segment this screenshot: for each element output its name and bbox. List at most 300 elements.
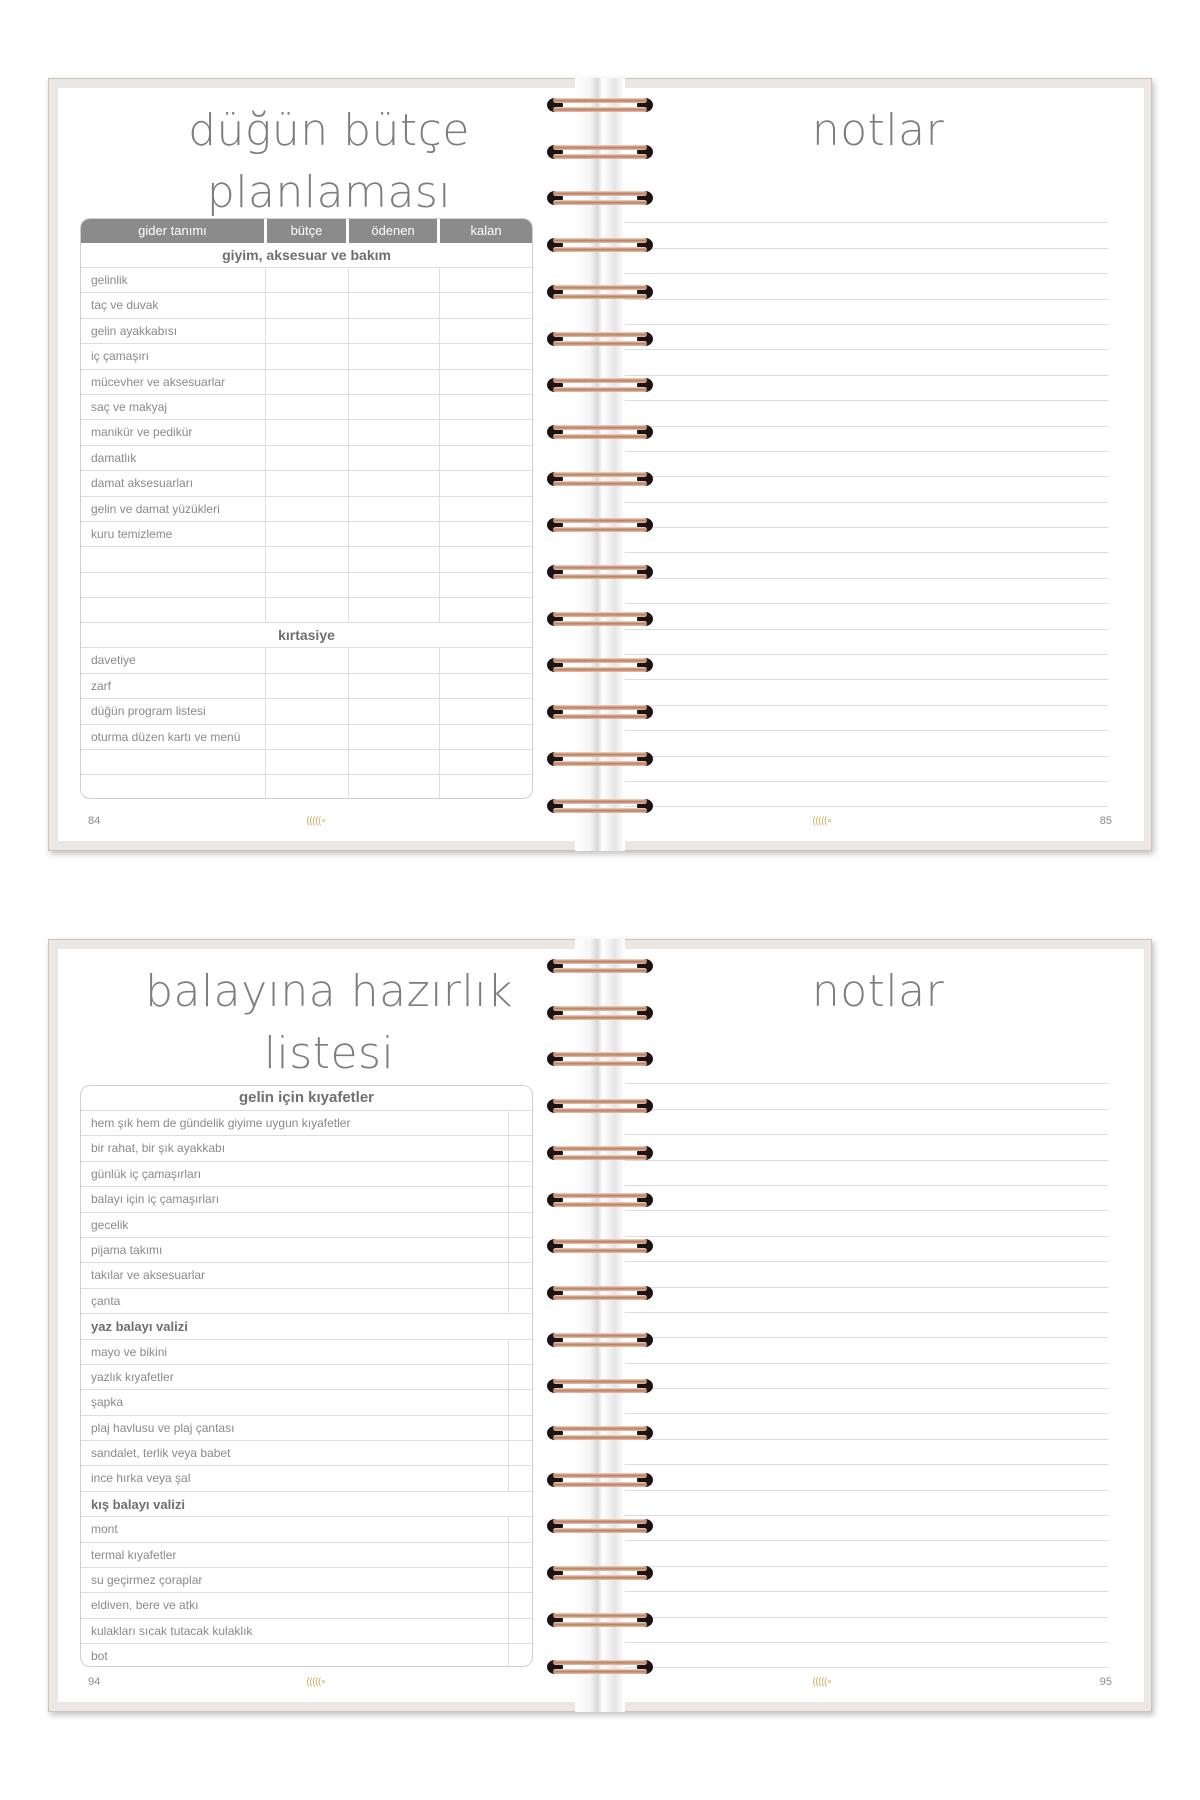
budget-cell[interactable] [266,268,349,292]
note-line[interactable] [612,782,1108,807]
note-line[interactable] [612,1262,1108,1287]
budget-cell[interactable] [266,648,349,672]
remaining-cell[interactable] [440,674,532,698]
note-line[interactable] [612,1541,1108,1566]
spiral-coil-icon [545,328,655,350]
spiral-coil-icon [545,795,655,817]
note-line[interactable] [612,1084,1108,1109]
checkbox[interactable] [508,1162,532,1186]
wire [553,621,647,626]
item-label: kulakları sıcak tutacak kulaklık [91,1623,253,1638]
note-line[interactable] [612,680,1108,705]
budget-cell[interactable] [266,344,349,368]
budget-cell[interactable] [266,395,349,419]
list-item [81,1365,532,1390]
checkbox[interactable] [508,1187,532,1211]
note-line[interactable] [612,1110,1108,1135]
checkbox[interactable] [508,1441,532,1465]
note-line[interactable] [612,1135,1108,1160]
note-line[interactable] [612,300,1108,325]
remaining-cell[interactable] [440,293,532,317]
budget-cell[interactable] [266,547,349,571]
note-line[interactable] [612,325,1108,350]
item-label: çanta [91,1293,121,1308]
list-item [81,1466,532,1491]
spiral-coil-icon [545,1656,655,1678]
budget-cell[interactable] [266,293,349,317]
wire [553,1575,647,1580]
wire [553,1669,647,1674]
list-item [81,1441,532,1466]
paid-cell[interactable] [349,699,441,723]
remaining-cell[interactable] [440,573,532,597]
wire [553,1202,647,1207]
remaining-cell[interactable] [440,395,532,419]
list-item [81,1187,532,1212]
honeymoon-checklist [80,1085,533,1667]
wire [553,1426,647,1431]
page-number: 85 [1099,815,1112,827]
spacer [508,1492,532,1516]
spiral-coil-icon [545,1048,655,1070]
checkbox[interactable] [508,1289,532,1313]
list-item [81,1593,532,1618]
remaining-cell[interactable] [440,547,532,571]
spiral-coil-icon [545,281,655,303]
table-row [81,547,532,572]
section-heading: gelin için kıyafetler [81,1086,532,1111]
budget-cell[interactable] [266,471,349,495]
note-line[interactable] [612,1440,1108,1465]
remaining-cell[interactable] [440,598,532,622]
note-line[interactable] [612,731,1108,756]
note-line[interactable] [612,376,1108,401]
budget-cell[interactable] [266,725,349,749]
item-label: takılar ve aksesuarlar [91,1268,206,1283]
list-item [81,1263,532,1288]
checkbox[interactable] [508,1619,532,1643]
paid-cell[interactable] [349,268,441,292]
note-line[interactable] [612,452,1108,477]
wire [553,1099,647,1104]
note-line[interactable] [612,198,1108,223]
list-item [81,1390,532,1415]
wire [553,714,647,719]
item-label: yazlık kıyafetler [91,1369,174,1384]
right-page [612,88,1144,841]
page-number: 94 [88,1676,101,1688]
checkbox[interactable] [508,1593,532,1617]
wire [553,1006,647,1011]
list-item [81,1619,532,1644]
checkbox[interactable] [508,1365,532,1389]
expense-cell [81,598,266,622]
remaining-cell[interactable] [440,750,532,774]
checkbox[interactable] [508,1416,532,1440]
table-row [81,699,532,724]
item-label: plaj havlusu ve plaj çantası [91,1420,235,1435]
budget-cell[interactable] [266,497,349,521]
expense-cell: damatlık [81,446,266,470]
spiral-coil-icon [545,234,655,256]
wire [553,959,647,964]
checkbox[interactable] [508,1644,532,1667]
remaining-cell[interactable] [440,699,532,723]
checkbox[interactable] [508,1213,532,1237]
remaining-cell[interactable] [440,420,532,444]
list-item [81,1543,532,1568]
table-row [81,725,532,750]
table-row [81,522,532,547]
wire [553,1342,647,1347]
remaining-cell[interactable] [440,725,532,749]
wire [553,1388,647,1393]
note-line[interactable] [612,1364,1108,1389]
note-line[interactable] [612,1237,1108,1262]
list-item [81,1568,532,1593]
remaining-cell[interactable] [440,522,532,546]
wire [553,1379,647,1384]
budget-cell[interactable] [266,446,349,470]
paid-cell[interactable] [349,344,441,368]
item-label: mayo ve bikini [91,1344,168,1359]
wire [553,154,647,159]
spiral-coil-icon [545,514,655,536]
list-item [81,1162,532,1187]
note-line[interactable] [612,630,1108,655]
expense-cell: mücevher ve aksesuarlar [81,370,266,394]
page-number: 95 [1099,1676,1112,1688]
table-row [81,598,532,623]
spiral-coil-icon [545,1002,655,1024]
wire [553,1660,647,1665]
spiral-coil-icon [545,187,655,209]
checkbox[interactable] [508,1517,532,1541]
remaining-cell[interactable] [440,497,532,521]
item-label: bir rahat, bir şık ayakkabı [91,1141,226,1156]
expense-cell: oturma düzen kartı ve menü [81,725,266,749]
spiral-coil-icon [545,94,655,116]
expense-cell: manikür ve pedikür [81,420,266,444]
item-label: günlük iç çamaşırları [91,1166,202,1181]
table-row [81,573,532,598]
paid-cell[interactable] [349,648,441,672]
remaining-cell[interactable] [440,370,532,394]
expense-cell: kuru temizleme [81,522,266,546]
wire [553,1146,647,1151]
leaf-ornament-icon: ⟨⟨⟨⟨⟨∘ [812,816,832,827]
wire [553,565,647,570]
budget-cell[interactable] [266,522,349,546]
paid-cell[interactable] [349,750,441,774]
budget-cell[interactable] [266,674,349,698]
note-line[interactable] [612,274,1108,299]
note-line[interactable] [612,1288,1108,1313]
checkbox[interactable] [508,1136,532,1160]
expense-cell: saç ve makyaj [81,395,266,419]
item-label: balayı için iç çamaşırları [91,1192,220,1207]
note-line[interactable] [612,1592,1108,1617]
table-header [81,219,532,243]
note-line[interactable] [612,1491,1108,1516]
note-line[interactable] [612,1389,1108,1414]
table-row [81,775,532,799]
paid-cell[interactable] [349,395,441,419]
wire [553,1286,647,1291]
header-expense: gider tanımı [81,219,264,243]
wire [553,1613,647,1618]
note-line[interactable] [612,1059,1108,1084]
note-line[interactable] [612,1567,1108,1592]
spiral-coil-icon [545,1235,655,1257]
note-line[interactable] [612,503,1108,528]
note-line[interactable] [612,477,1108,502]
note-line[interactable] [612,249,1108,274]
checkbox[interactable] [508,1568,532,1592]
budget-cell[interactable] [266,775,349,799]
page-title [104,961,554,1085]
list-item [81,1213,532,1238]
wire [553,761,647,766]
table-row [81,497,532,522]
budget-cell[interactable] [266,598,349,622]
wire [553,481,647,486]
wire [553,145,647,150]
budget-cell[interactable] [266,573,349,597]
wire [553,425,647,430]
section-heading: kırtasiye [81,623,532,648]
paid-cell[interactable] [349,497,441,521]
note-line[interactable] [612,757,1108,782]
checkbox[interactable] [508,1466,532,1490]
wire [553,705,647,710]
note-line[interactable] [612,1414,1108,1439]
list-item [81,1644,532,1667]
note-line[interactable] [612,553,1108,578]
note-line[interactable] [612,401,1108,426]
remaining-cell[interactable] [440,268,532,292]
paid-cell[interactable] [349,370,441,394]
note-line[interactable] [612,1161,1108,1186]
wire [553,332,647,337]
item-label: eldiven, bere ve atkı [91,1598,199,1613]
spiral-coil-icon [545,1375,655,1397]
notes-lines[interactable] [612,198,1108,807]
expense-cell [81,573,266,597]
list-item [81,1136,532,1161]
subsection-heading [81,1314,532,1339]
table-row [81,471,532,496]
title-line-1: düğün bütçe [188,105,470,156]
spiral-coil-icon [545,1329,655,1351]
remaining-cell[interactable] [440,775,532,799]
wire [553,667,647,672]
header-remaining: kalan [440,219,532,243]
subsection-label: yaz balayı valizi [91,1319,188,1335]
note-line[interactable] [612,579,1108,604]
spiral-coil-icon [545,748,655,770]
budget-cell[interactable] [266,420,349,444]
spiral-coil-icon [545,955,655,977]
spiral-coil-icon [545,141,655,163]
wire [553,808,647,813]
expense-cell: damat aksesuarları [81,471,266,495]
spacer [508,1314,532,1338]
spiral-coil-icon [545,1189,655,1211]
budget-cell[interactable] [266,319,349,343]
item-label: bot [91,1649,108,1664]
wire [553,1052,647,1057]
item-label: gecelik [91,1217,129,1232]
expense-cell: gelinlik [81,268,266,292]
table-row [81,750,532,775]
wire [553,527,647,532]
checkbox[interactable] [508,1340,532,1364]
checkbox[interactable] [508,1543,532,1567]
wire [553,752,647,757]
wire [553,1435,647,1440]
table-row [81,648,532,673]
header-budget: bütçe [267,219,346,243]
wire [553,1519,647,1524]
wire [553,1473,647,1478]
table-row [81,395,532,420]
item-label: ince hırka veya şal [91,1471,191,1486]
note-line[interactable] [612,1338,1108,1363]
wire [553,98,647,103]
note-line[interactable] [612,1618,1108,1643]
note-line[interactable] [612,350,1108,375]
table-row [81,370,532,395]
table-row [81,293,532,318]
paid-cell[interactable] [349,471,441,495]
remaining-cell[interactable] [440,471,532,495]
paid-cell[interactable] [349,446,441,470]
paid-cell[interactable] [349,573,441,597]
budget-cell[interactable] [266,699,349,723]
wire [553,191,647,196]
checkbox[interactable] [508,1238,532,1262]
note-line[interactable] [612,1516,1108,1541]
wire [553,341,647,346]
expense-cell: davetiye [81,648,266,672]
table-row [81,420,532,445]
list-item [81,1289,532,1314]
wire [553,378,647,383]
note-line[interactable] [612,1643,1108,1668]
wire [553,574,647,579]
wire [553,1528,647,1533]
paid-cell[interactable] [349,420,441,444]
spiral-binding [545,78,655,851]
item-label: termal kıyafetler [91,1547,177,1562]
note-line[interactable] [612,706,1108,731]
wire [553,1015,647,1020]
remaining-cell[interactable] [440,319,532,343]
list-item [81,1517,532,1542]
paid-cell[interactable] [349,725,441,749]
item-label: hem şık hem de gündelik giyime uygun kıyafetler [91,1116,351,1130]
subsection-label: kış balayı valizi [91,1496,185,1512]
list-item [81,1340,532,1365]
spiral-binding [545,939,655,1712]
spiral-coil-icon [545,1422,655,1444]
paid-cell[interactable] [349,547,441,571]
page-title: notlar [811,966,945,1017]
expense-cell: düğün program listesi [81,699,266,723]
list-item [81,1111,532,1136]
spiral-coil-icon [545,1095,655,1117]
item-label: sandalet, terlik veya babet [91,1446,231,1461]
paid-cell[interactable] [349,293,441,317]
checkbox[interactable] [508,1263,532,1287]
item-label: pijama takımı [91,1242,163,1257]
note-line[interactable] [612,1186,1108,1211]
wire [553,612,647,617]
list-item [81,1238,532,1263]
checkbox[interactable] [508,1390,532,1414]
wire [553,658,647,663]
page-title: notlar [811,105,945,156]
note-line[interactable] [612,604,1108,629]
wire [553,518,647,523]
spiral-coil-icon [545,1562,655,1584]
note-line[interactable] [612,655,1108,680]
paid-cell[interactable] [349,522,441,546]
notes-lines[interactable] [612,1059,1108,1668]
spiral-coil-icon [545,468,655,490]
wire [553,294,647,299]
wire [553,1108,647,1113]
budget-cell[interactable] [266,370,349,394]
expense-cell [81,547,266,571]
paid-cell[interactable] [349,598,441,622]
remaining-cell[interactable] [440,446,532,470]
spiral-coil-icon [545,1469,655,1491]
paid-cell[interactable] [349,319,441,343]
spiral-coil-icon [545,374,655,396]
paid-cell[interactable] [349,674,441,698]
spiral-coil-icon [545,608,655,630]
leaf-ornament-icon: ⟨⟨⟨⟨⟨∘ [306,816,326,827]
wire [553,1193,647,1198]
checkbox[interactable] [508,1111,532,1135]
note-line[interactable] [612,1313,1108,1338]
wire [553,1566,647,1571]
note-line[interactable] [612,1211,1108,1236]
right-page [612,949,1144,1702]
budget-table [80,218,533,799]
table-row [81,344,532,369]
note-line[interactable] [612,528,1108,553]
note-line[interactable] [612,1465,1108,1490]
remaining-cell[interactable] [440,648,532,672]
wire [553,1295,647,1300]
table-row [81,674,532,699]
paid-cell[interactable] [349,775,441,799]
wire [553,107,647,112]
header-paid: ödenen [349,219,437,243]
expense-cell: gelin ayakkabısı [81,319,266,343]
note-line[interactable] [612,427,1108,452]
title-line-2: listesi [263,1028,395,1079]
wire [553,200,647,205]
wire [553,1482,647,1487]
note-line[interactable] [612,223,1108,248]
remaining-cell[interactable] [440,344,532,368]
budget-cell[interactable] [266,750,349,774]
expense-cell: iç çamaşırı [81,344,266,368]
